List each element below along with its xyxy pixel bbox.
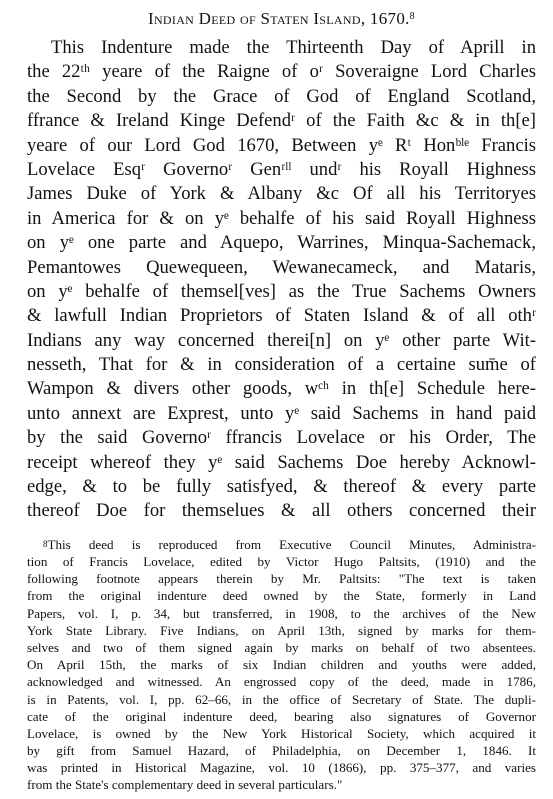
deed-line: on yᵉ behalfe of themsel[ves] as the True Sachems Owners <box>27 280 536 302</box>
title-footnote-marker: 8 <box>409 11 415 22</box>
deed-line: on yᵉ one parte and Aquepo, Warrines, Minqua-Sachemack, <box>27 232 536 254</box>
footnote-line: Papers, vol. I, p. 34, but transferred, in 1908, to the archives of the New <box>27 605 536 621</box>
footnote-line: tion of Francis Lovelace, edited by Victor Hugo Paltsits, (1910) and the <box>27 554 536 569</box>
page-title-text: Indian Deed of Staten Island, 1670. <box>148 9 410 28</box>
footnote-line: Lovelace, is owned by the New York Historical Society, which acquired it <box>27 725 536 741</box>
deed-line: James Duke of York & Albany &c Of all his Territoryes <box>27 183 536 205</box>
deed-line: the Second by the Grace of God of England Scotland, <box>27 85 536 107</box>
deed-line: unto annext are Exprest, unto yᵉ said Sachems in hand paid <box>27 402 536 424</box>
footnote-line-text: This deed is reproduced from Executive Council Minutes, Administra- <box>47 536 536 552</box>
deed-line: Pemantowes Quewequeen, Wewanecameck, and Mataris, <box>27 256 536 278</box>
deed-line: & lawfull Indian Proprietors of Staten Island & of all othʳ <box>27 305 536 327</box>
deed-line: ffrance & Ireland Kinge Defendʳ of the Faith &c & in th[e] <box>27 110 536 132</box>
footnote-line: acknowledged and witnessed. An engrossed copy of the deed, made in 1786, <box>27 674 536 690</box>
document-page <box>27 0 536 799</box>
footnote-line: selves and two of them signed again by marks on behalf of two absentees. <box>27 639 536 655</box>
deed-line: by the said Governoʳ ffrancis Lovelace or his Order, The <box>27 427 536 449</box>
footnote-line <box>27 536 536 553</box>
deed-line: Lovelace Esqʳ Governoʳ Genʳˡˡ undʳ his Royall Highness <box>27 158 536 180</box>
deed-line: the 22ᵗʰ yeare of the Raigne of oʳ Soveraigne Lord Charles <box>27 61 536 83</box>
footnote-line: York State Library. Five Indians, on April 13th, signed by marks for them- <box>27 622 536 638</box>
footnote-gap <box>27 524 536 536</box>
footnote-line: On April 15th, the marks of six Indian children and youths were added, <box>27 657 536 673</box>
footnote-line: was printed in Historical Magazine, vol. 10 (1866), pp. 375–377, and varies <box>27 760 536 776</box>
deed-line: edge, & to be fully satisfyed, & thereof & every parte <box>27 476 536 498</box>
deed-text <box>27 36 536 524</box>
deed-line: receipt whereof they yᵉ said Sachems Doe hereby Acknowl- <box>27 451 536 473</box>
footnote-line: from the State's complementary deed in several particulars." <box>27 777 343 793</box>
footnote-line: by gift from Samuel Hazard, of Philadelphia, on December 1, 1846. It <box>27 743 536 759</box>
deed-line: Wampon & divers other goods, wᶜʰ in th[e] Schedule here- <box>27 378 536 400</box>
deed-line: yeare of our Lord God 1670, Between yᵉ Rᵗ Honᵇˡᵉ Francis <box>27 134 536 156</box>
deed-line: nesseth, That for & in consideration of a certaine sum̄e of <box>27 354 536 376</box>
footnote-line: from the original indenture deed owned by the State, formerly in Land <box>27 588 536 604</box>
footnote <box>27 536 536 794</box>
deed-line: Indians any way concerned therei[n] on yᵉ other parte Wit- <box>27 329 536 351</box>
deed-line: in America for & on yᵉ behalfe of his said Royall Highness <box>27 207 536 229</box>
footnote-marker: 8 <box>43 538 48 549</box>
footnote-line: cate of the original indenture deed, bearing also signatures of Governor <box>27 708 536 724</box>
deed-line: thereof Doe for themselues & all others concerned their <box>27 500 536 522</box>
footnote-line: following footnote appears therein by Mr. Paltsits: "The text is taken <box>27 571 536 587</box>
deed-line: This Indenture made the Thirteenth Day of Aprill in <box>51 37 536 58</box>
footnote-line: is in Patents, vol. I, pp. 62–66, in the office of Secretary of State. The dupli- <box>27 691 536 707</box>
page-title <box>27 6 536 32</box>
